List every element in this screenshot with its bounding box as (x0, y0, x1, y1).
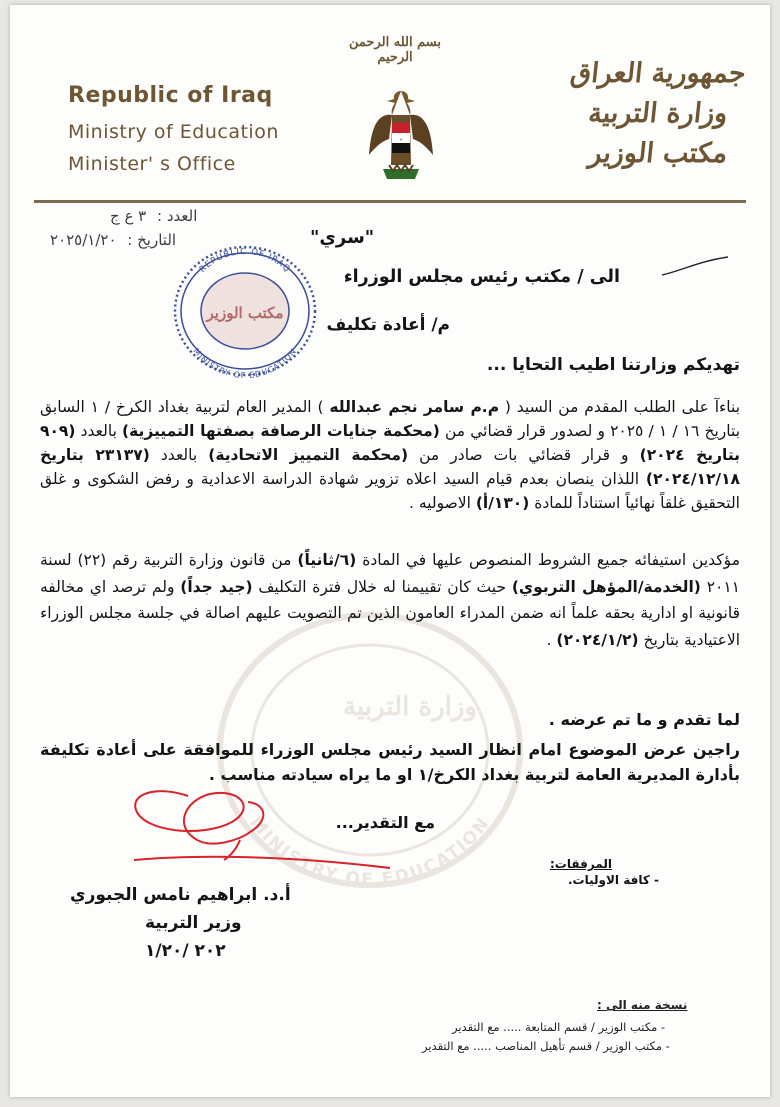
watermark-english: MINISTRY OF EDUCATION (245, 812, 495, 891)
header-arabic-country: جمهورية العراق (568, 58, 748, 89)
p2-text-g: ولم ترصد اي مخالفه قانونية او ادارية بحقه علماً انه ضمن المدراء العامون الذين تم التصويت عليهم اصالة في جلسة مجلس الوزراء الاعتيادية بتاريخ (40, 577, 740, 649)
header-english-country: Republic of Iraq (68, 83, 273, 108)
attachments-label: المرفقات: (550, 857, 612, 871)
p1-text-g: و قرار قضائي بات صادر من (408, 446, 640, 464)
p2-text-e: حيث كان تقييمنا له خلال فترة التكليف (252, 577, 512, 596)
reference-date (50, 231, 176, 249)
header-arabic-office: مكتب الوزير (587, 138, 729, 169)
reference-number (110, 207, 197, 225)
svg-text:✦: ✦ (399, 137, 403, 142)
p1-article: (١٣٠/أ) (475, 494, 530, 512)
p2-qualification: (الخدمة/المؤهل التربوي) (511, 577, 701, 596)
header-arabic-ministry: وزارة التربية (586, 98, 730, 129)
p1-person-name: م.م سامر نجم عبدالله (329, 398, 500, 416)
p1-court-2: (محكمة التمييز الاتحادية) (208, 446, 409, 464)
reference-number-label: العدد : (157, 207, 198, 225)
header-divider (34, 200, 746, 203)
document-page (10, 5, 770, 1097)
body-paragraph-4: راجين عرض الموضوع امام انظار السيد رئيس مجلس الوزراء للموافقة على أعادة تكليفة بأدارة المديرية العامة لتربية بغداد الكرخ/١ او ما يراه سيادته مناسب . (40, 740, 740, 784)
iraq-eagle-emblem-icon (365, 85, 437, 193)
underline-stroke-icon (660, 253, 730, 283)
closing-line: مع التقدير... (335, 813, 435, 832)
body-paragraph-3: لما تقدم و ما تم عرضه . (548, 710, 740, 729)
copies-item-1: - مكتب الوزير / قسم المتابعة ..... مع التقدير (452, 1020, 666, 1034)
p1-text-e: بالعدد (75, 422, 123, 440)
signatory-date: ٢٠٢ /١/٢٠ (145, 941, 226, 961)
p2-text-c: من قانون وزارة التربية رقم (٢٢) لسنة ٢٠١١ (40, 551, 740, 596)
reference-date-label: التاريخ : (127, 231, 177, 249)
p1-text-m: الاصوليه . (409, 494, 476, 512)
p1-text-i: بالعدد (149, 446, 209, 464)
seal-top-text: REPUBLIC OF IRAQ (197, 246, 293, 275)
p2-text-a: مؤكدين استيفائه جميع الشروط المنصوص عليها في المادة (356, 551, 740, 569)
p2-session-date: (٢٠٢٤/١/٢) (556, 630, 639, 649)
header-english-office: Minister' s Office (68, 153, 236, 175)
p1-ref-1: (٩٠٩ بتاريخ ٢٠٢٤) (40, 422, 740, 464)
reference-number-value: ٣ ع ج (110, 207, 147, 225)
greeting-line: تهديكم وزارتنا اطيب التحايا ... (486, 355, 740, 375)
subject-line: م/ أعادة تكليف (326, 315, 450, 335)
p1-court-1: (محكمة جنايات الرصافة بصفتها التمييزية) (122, 422, 440, 440)
copies-item-2: - مكتب الوزير / قسم تأهيل المناصب ..... مع التقدير (422, 1039, 670, 1053)
header-english-ministry: Ministry of Education (68, 121, 279, 143)
classification-label: "سري" (310, 227, 375, 248)
attachments-item: - كافة الاوليات. (568, 873, 659, 887)
p1-ref-2: (٢٣١٣٧ بتاريخ ٢٠٢٤/١٢/١٨) (40, 446, 740, 488)
p1-text-c: ) المدير العام لتربية بغداد الكرخ / ١ السابق بتاريخ ١٦ / ١ / ٢٠٢٥ و لصدور قرار قضائي من (40, 398, 741, 440)
p2-text-i: . (546, 630, 557, 649)
seal-center-text: مكتب الوزير (206, 304, 284, 322)
body-paragraph-1 (40, 395, 740, 515)
signatory-title: وزير التربية (145, 913, 242, 933)
body-paragraph-2 (40, 547, 740, 653)
seal-bottom-text: MINISTRY OF EDUCATION (191, 346, 299, 381)
watermark-arabic: وزارة التربية (343, 692, 477, 722)
p2-article: (٦/ثانياً) (297, 551, 357, 569)
ministry-office-seal-icon (160, 233, 330, 383)
signatory-name: أ.د. ابراهيم نامس الجبوري (70, 885, 291, 905)
p2-rating: (جيد جداً) (180, 577, 253, 596)
copies-label: نسخة منه الى : (597, 998, 688, 1012)
p1-text-a: بناءآ على الطلب المقدم من السيد ( (499, 398, 741, 416)
reference-date-value: ٢٠٢٥/١/٢٠ (50, 231, 117, 249)
p1-text-k: اللذان ينصان بعدم قيام السيد اعلاه تزوير شهادة الدراسة الاعدادية و رفض الشكوى و غلق التحقيق غلقاً نهائياً استناداً للمادة (40, 470, 740, 512)
basmala-calligraphy: بسم الله الرحمن الرحيم (349, 35, 441, 65)
signature-scribble-icon (90, 780, 410, 880)
addressee-line: الى / مكتب رئيس مجلس الوزراء (343, 267, 620, 287)
